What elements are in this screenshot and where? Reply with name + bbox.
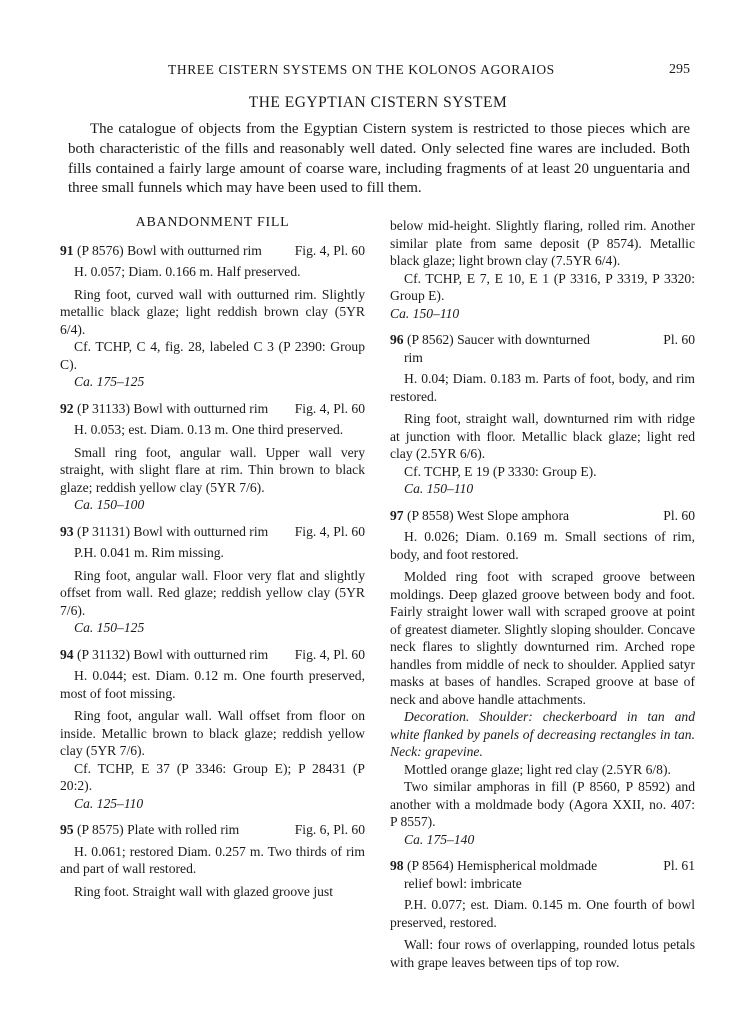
entry-description: Wall: four rows of overlapping, rounded lotus petals with grape leaves between tips of top row.	[390, 937, 695, 970]
left-column	[60, 214, 365, 909]
entry-decoration: Decoration. Shoulder: checkerboard in tan and white flanked by panels of decreasing rectangles in tan. Neck: grapevine.	[390, 709, 695, 759]
entry-heading	[390, 857, 695, 892]
catalogue-entry-97	[390, 507, 695, 849]
entry-comparanda: Cf. TCHP, C 4, fig. 28, labeled C 3 (P 2390: Group C).	[60, 339, 365, 372]
catalogue-entry-96	[390, 331, 695, 498]
entry-title: (P 31133) Bowl with outturned rim	[73, 400, 269, 416]
entry-date: Ca. 150–125	[74, 620, 145, 635]
entry-number: 98	[390, 858, 404, 873]
section-title: THE EGYPTIAN CISTERN SYSTEM	[248, 94, 508, 111]
page-number: 295	[669, 62, 690, 77]
entry-number: 91	[60, 242, 74, 258]
entry-heading	[390, 507, 695, 525]
entry-description: Ring foot, curved wall with outturned rim. Slightly metallic black glaze; light reddish brown clay (5YR 6/4).	[60, 286, 365, 337]
subhead-abandonment-fill: ABANDONMENT FILL	[135, 215, 290, 230]
intro-paragraph: The catalogue of objects from the Egyptian Cistern system is restricted to those pieces which are both characteristic of the fills and reasonably well dated. Only selected fine wares are included. Both fills contained a fairly large amount of coarse ware, including fragments of at least 20 unguentaria and three small funnels which may have been used to fill them.	[68, 121, 690, 197]
entry-description: Ring foot, angular wall. Wall offset from floor on inside. Metallic brown to black glaze; reddish yellow clay (5YR 7/6).	[60, 708, 365, 758]
entry-title: (P 31132) Bowl with outturned rim	[73, 646, 269, 662]
right-column	[390, 217, 695, 980]
catalogue-entry-95-continued	[390, 217, 695, 322]
entry-title: (P 8576) Bowl with outturned rim	[73, 242, 262, 258]
entry-figure-ref: Pl. 60	[663, 332, 695, 347]
entry-title: (P 8558) West Slope amphora	[403, 507, 570, 523]
entry-heading	[390, 331, 695, 366]
entry-similar: Two similar amphoras in fill (P 8560, P 8592) and another with a moldmade body (Agora XXII, no. 407: P 8557).	[390, 779, 695, 829]
running-header-title: THREE CISTERN SYSTEMS ON THE KOLONOS AGORAIOS	[168, 62, 555, 77]
entry-heading	[60, 242, 365, 260]
entry-title: (P 31131) Bowl with outturned rim	[73, 523, 269, 539]
entry-heading	[60, 821, 365, 839]
entry-title: (P 8562) Saucer with downturned rim	[403, 332, 590, 365]
entry-date: Ca. 175–140	[404, 831, 475, 847]
entry-date: Ca. 150–100	[74, 497, 145, 512]
entry-title: (P 8564) Hemispherical moldmade relief bowl: imbricate	[403, 858, 598, 891]
entry-description: Ring foot. Straight wall with glazed groove just	[74, 883, 333, 899]
catalogue-entry-93	[60, 523, 365, 637]
entry-figure-ref: Fig. 4, Pl. 60	[294, 523, 365, 539]
catalogue-entry-91	[60, 242, 365, 391]
entry-heading	[60, 646, 365, 664]
catalogue-entry-98	[390, 857, 695, 971]
entry-figure-ref: Fig. 4, Pl. 60	[294, 242, 365, 258]
entry-figure-ref: Fig. 6, Pl. 60	[294, 822, 365, 837]
entry-number: 97	[390, 507, 404, 523]
entry-description: Ring foot, straight wall, downturned rim with ridge at junction with floor. Metallic black glaze; light red clay (2.5YR 6/6).	[390, 411, 695, 461]
entry-comparanda: Cf. TCHP, E 37 (P 3346: Group E); P 28431 (P 20:2).	[60, 760, 365, 793]
entry-dimensions: H. 0.044; est. Diam. 0.12 m. One fourth preserved, most of foot missing.	[60, 668, 365, 701]
entry-description: Small ring foot, angular wall. Upper wall very straight, with slight flare at rim. Thin brown to black glaze; reddish yellow clay (5YR 7/6).	[60, 444, 365, 495]
entry-description: Molded ring foot with scraped groove between moldings. Deep glazed groove between body and foot. Fairly straight lower wall with scraped groove at point of greatest diameter. Slightly sloping shoulder. Concave neck flares to slightly downturned rim. Arched rope handles from middle of neck to shoulder. Applied satyr masks at bases of handles. Scraped groove at base of neck and above handle attachments.	[390, 569, 695, 707]
entry-figure-ref: Pl. 61	[663, 858, 695, 873]
entry-dimensions: H. 0.053; est. Diam. 0.13 m. One third preserved.	[74, 422, 344, 437]
entry-date: Ca. 150–110	[390, 305, 460, 321]
entry-figure-ref: Pl. 60	[663, 507, 695, 523]
entry-number: 95	[60, 822, 74, 837]
entry-number: 96	[390, 332, 404, 347]
catalogue-entry-94	[60, 646, 365, 813]
entry-glaze: Mottled orange glaze; light red clay (2.5YR 6/8).	[404, 761, 671, 777]
entry-date: Ca. 175–125	[74, 374, 145, 389]
catalogue-entry-92	[60, 400, 365, 514]
entry-title: (P 8575) Plate with rolled rim	[73, 822, 240, 837]
entry-description-continued: below mid-height. Slightly flaring, rolled rim. Another similar plate from same deposit (P 8574). Metallic black glaze; light brown clay (7.5YR 6/4).	[390, 218, 695, 268]
catalogue-entry-95	[60, 821, 365, 900]
entry-number: 92	[60, 400, 74, 416]
entry-figure-ref: Fig. 4, Pl. 60	[294, 646, 365, 662]
entry-date: Ca. 150–110	[404, 481, 474, 496]
entry-date: Ca. 125–110	[74, 795, 144, 811]
entry-heading	[60, 400, 365, 418]
entry-heading	[60, 523, 365, 541]
entry-dimensions: H. 0.061; restored Diam. 0.257 m. Two thirds of rim and part of wall restored.	[60, 843, 365, 876]
entry-description: Ring foot, angular wall. Floor very flat and slightly offset from wall. Red glaze; reddish yellow clay (5YR 7/6).	[60, 567, 365, 618]
entry-number: 94	[60, 646, 74, 662]
entry-dimensions: H. 0.057; Diam. 0.166 m. Half preserved.	[74, 264, 301, 279]
entry-comparanda: Cf. TCHP, E 7, E 10, E 1 (P 3316, P 3319, P 3320: Group E).	[390, 270, 695, 303]
entry-dimensions: H. 0.026; Diam. 0.169 m. Small sections of rim, body, and foot restored.	[390, 529, 695, 562]
entry-dimensions: H. 0.04; Diam. 0.183 m. Parts of foot, body, and rim restored.	[390, 371, 695, 404]
entry-figure-ref: Fig. 4, Pl. 60	[294, 400, 365, 416]
entry-comparanda: Cf. TCHP, E 19 (P 3330: Group E).	[404, 463, 597, 479]
entry-number: 93	[60, 523, 74, 539]
entry-dimensions: P.H. 0.041 m. Rim missing.	[74, 545, 224, 560]
entry-dimensions: P.H. 0.077; est. Diam. 0.145 m. One fourth of bowl preserved, restored.	[390, 897, 695, 930]
